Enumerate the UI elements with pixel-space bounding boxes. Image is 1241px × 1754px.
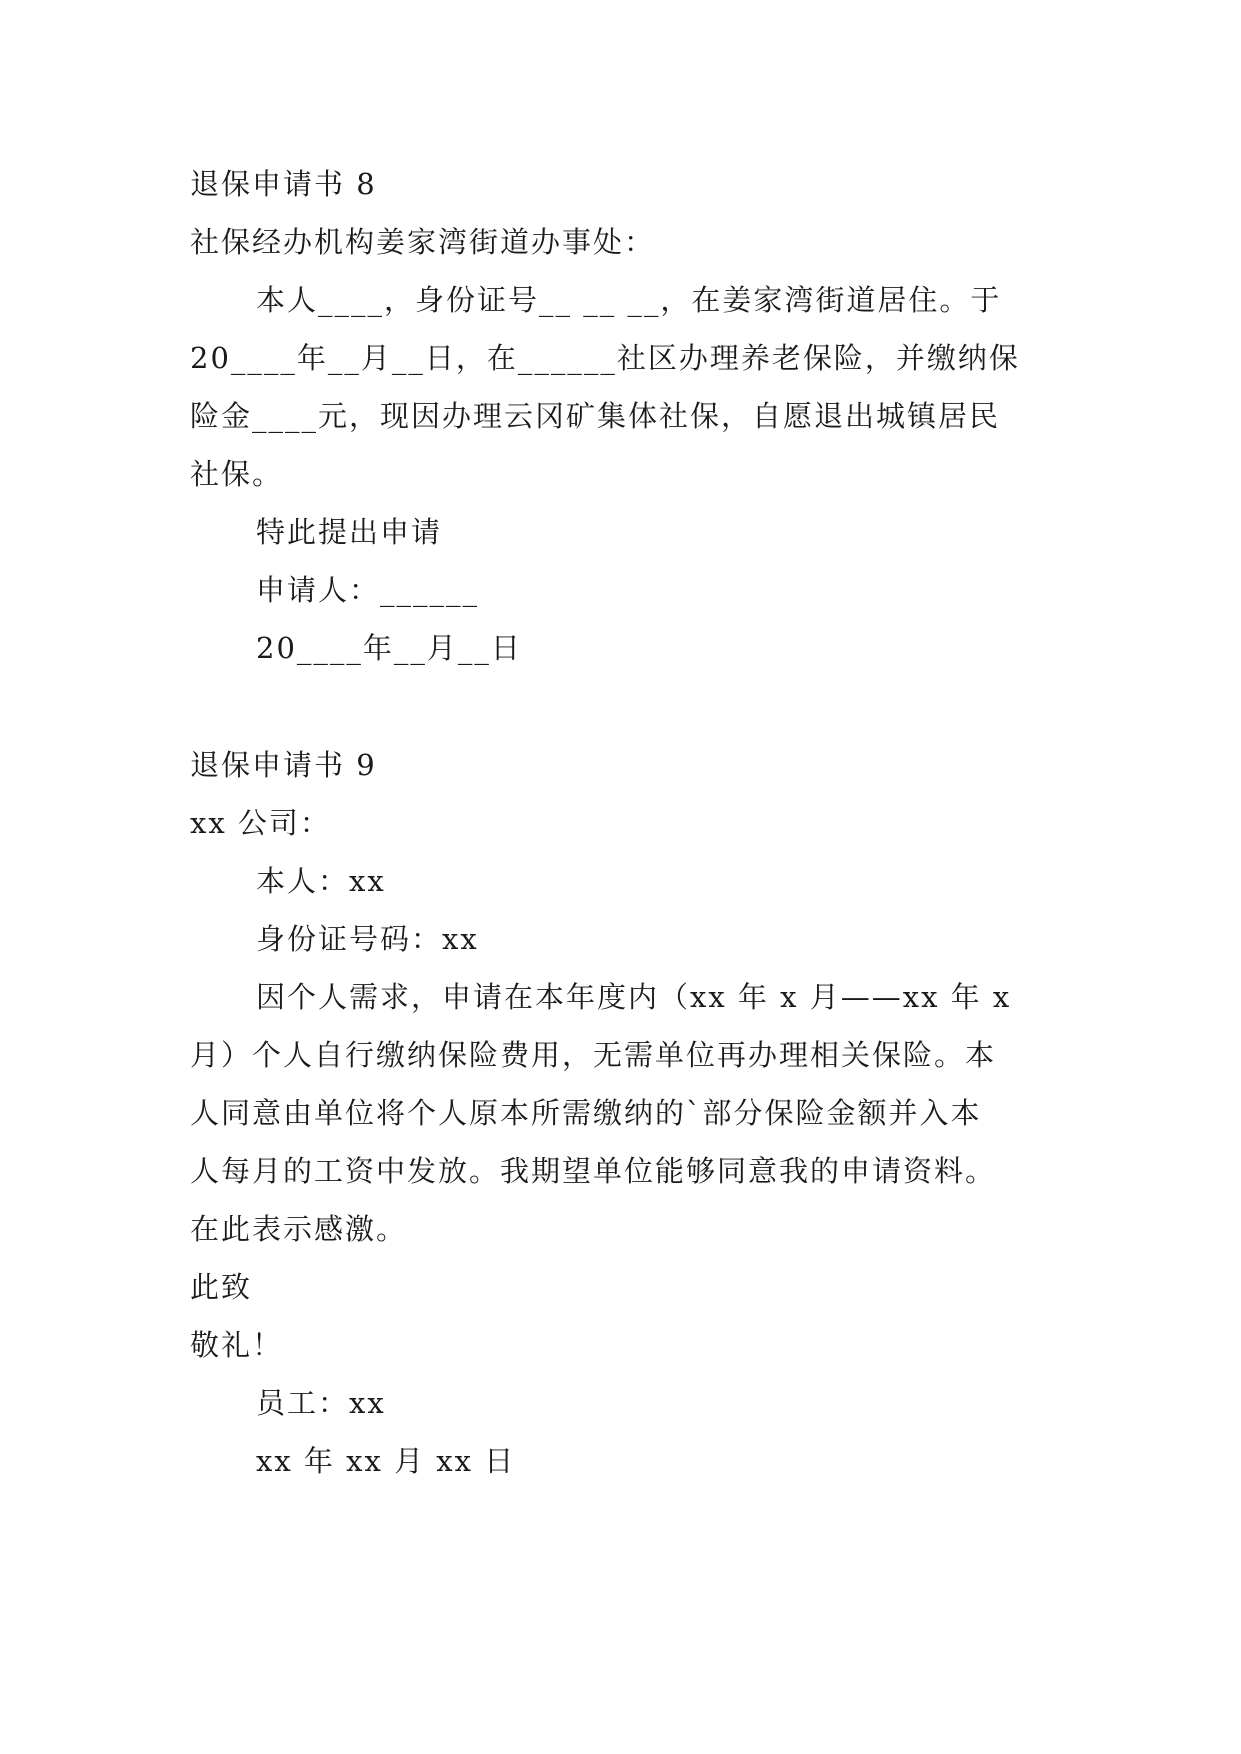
section9-title: 退保申请书 9 bbox=[190, 748, 377, 782]
section9-addressee: xx 公司： bbox=[190, 806, 331, 840]
section9-salutation-2: 敬礼！ bbox=[190, 1328, 284, 1362]
section9-date: xx 年 xx 月 xx 日 bbox=[256, 1444, 516, 1478]
section9-body-line: 因个人需求，申请在本年度内（xx 年 x 月——xx 年 x bbox=[256, 980, 1012, 1014]
section8-body-line: 本人____，身份证号__ __ __，在姜家湾街道居住。于 bbox=[256, 283, 1002, 317]
section8-body-line: 险金____元，现因办理云冈矿集体社保，自愿退出城镇居民 bbox=[190, 399, 1001, 433]
section8-body-line: 社保。 bbox=[190, 457, 284, 491]
section8-body-line: 20____年__月__日，在______社区办理养老保险，并缴纳保 bbox=[190, 341, 1020, 375]
section8-date: 20____年__月__日 bbox=[256, 631, 522, 665]
section8-title: 退保申请书 8 bbox=[190, 167, 377, 201]
section8-closing: 特此提出申请 bbox=[256, 515, 443, 549]
section9-body-line: 在此表示感激。 bbox=[190, 1212, 408, 1246]
section9-employee: 员工：xx bbox=[256, 1386, 386, 1420]
section9-body-line: 人每月的工资中发放。我期望单位能够同意我的申请资料。 bbox=[190, 1154, 997, 1188]
section9-id-line: 身份证号码：xx bbox=[256, 922, 479, 956]
section9-salutation-1: 此致 bbox=[190, 1270, 253, 1304]
section9-body-line: 人同意由单位将个人原本所需缴纳的`部分保险金额并入本 bbox=[190, 1096, 982, 1130]
section9-body-line: 月）个人自行缴纳保险费用，无需单位再办理相关保险。本 bbox=[190, 1038, 997, 1072]
section8-applicant: 申请人：______ bbox=[256, 573, 480, 607]
section9-name-line: 本人：xx bbox=[256, 864, 386, 898]
section8-addressee: 社保经办机构姜家湾街道办事处： bbox=[190, 225, 656, 259]
